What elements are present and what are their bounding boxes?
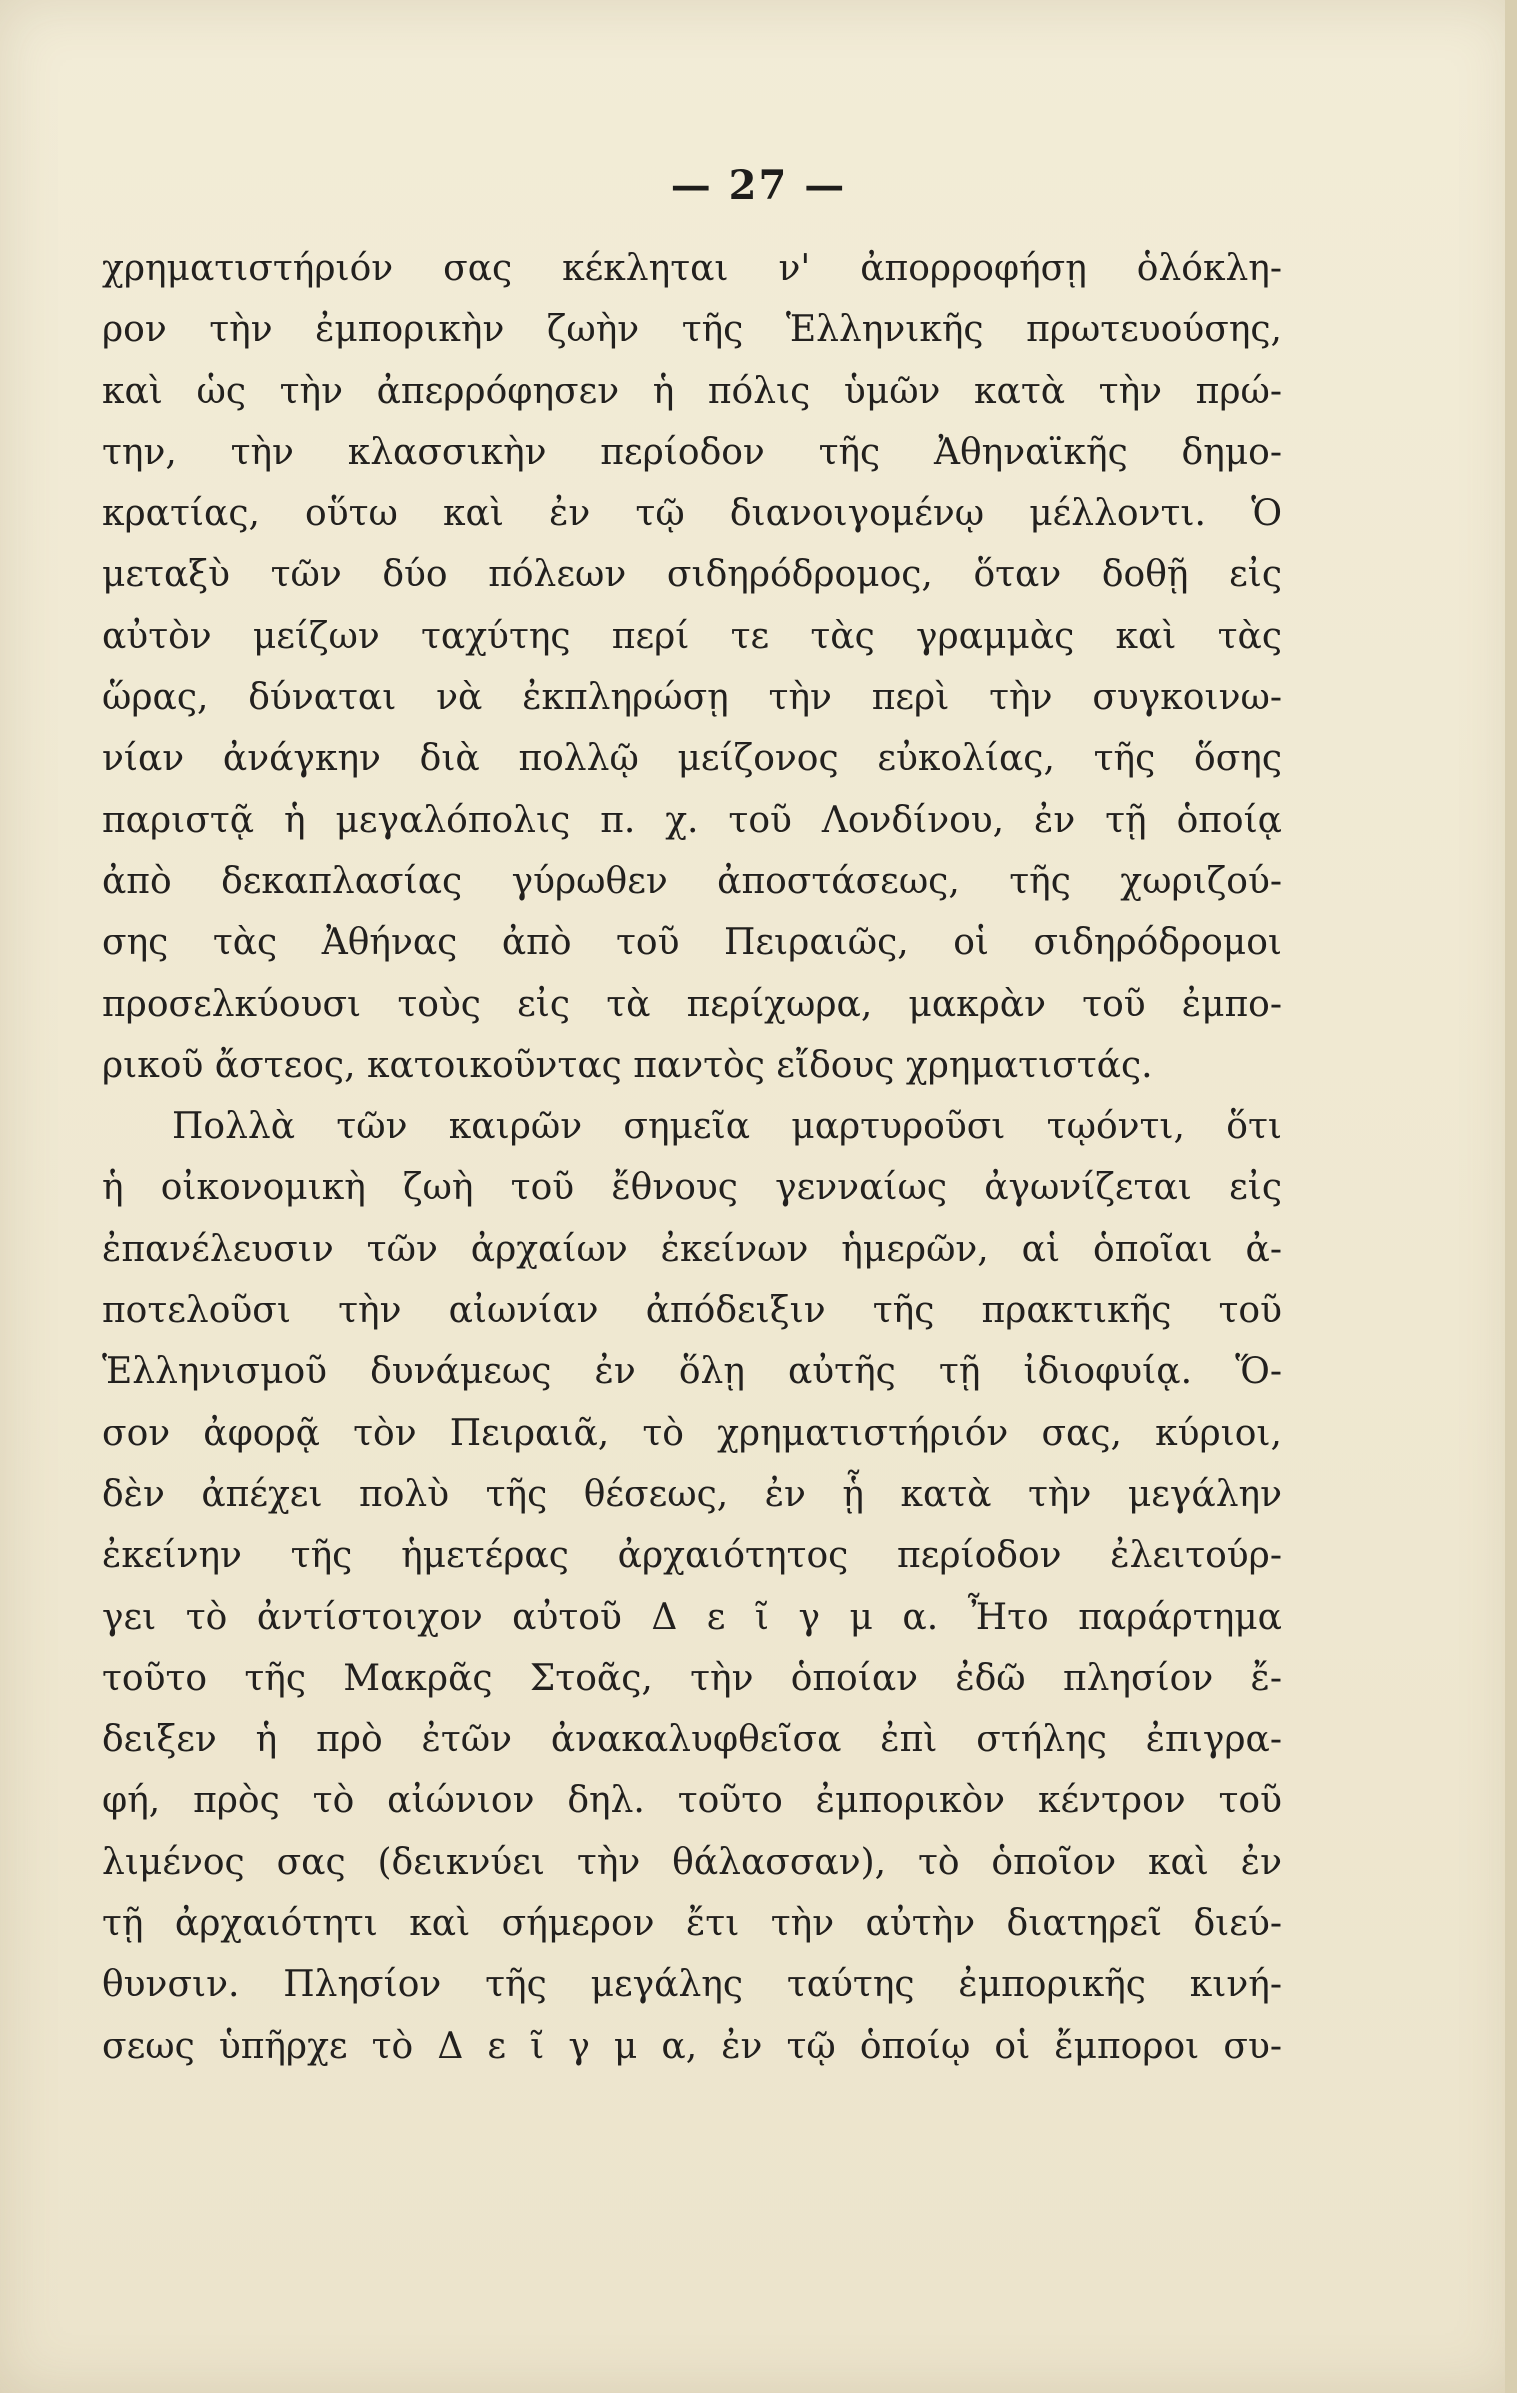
text-line-2: ρον τὴν ἐμπορικὴν ζωὴν τῆς Ἑλληνικῆς πρωτευούσης, xyxy=(102,309,1282,351)
text-line-26: φή, πρὸς τὸ αἰώνιον δηλ. τοῦτο ἐμπορικὸν κέντρον τοῦ xyxy=(102,1780,1282,1822)
text-line-12: σης τὰς Ἀθήνας ἀπὸ τοῦ Πειραιῶς, οἱ σιδηρόδρομοι xyxy=(102,922,1282,964)
text-line-4: την, τὴν κλασσικὴν περίοδον τῆς Ἀθηναϊκῆς δημο- xyxy=(102,431,1282,473)
text-line-28: τῇ ἀρχαιότητι καὶ σήμερον ἔτι τὴν αὐτὴν διατηρεῖ διεύ- xyxy=(102,1903,1282,1945)
text-line-30: σεως ὑπῆρχε τὸ Δ ε ῖ γ μ α, ἐν τῷ ὁποίῳ οἱ ἔμποροι συ- xyxy=(102,2025,1282,2067)
text-line-20: σον ἀφορᾷ τὸν Πειραιᾶ, τὸ χρηματιστήριόν σας, κύριοι, xyxy=(102,1412,1282,1454)
text-line-18: ποτελοῦσι τὴν αἰωνίαν ἀπόδειξιν τῆς πρακτικῆς τοῦ xyxy=(102,1290,1282,1332)
text-line-1: χρηματιστήριόν σας κέκληται ν' ἀπορροφήσῃ ὁλόκλη- xyxy=(102,248,1282,289)
text-line-24: τοῦτο τῆς Μακρᾶς Στοᾶς, τὴν ὁποίαν ἐδῶ πλησίον ἔ- xyxy=(102,1657,1282,1699)
text-line-16: ἡ οἰκονομικὴ ζωὴ τοῦ ἔθνους γενναίως ἀγωνίζεται εἰς xyxy=(102,1167,1282,1209)
text-line-14: ρικοῦ ἄστεος, κατοικοῦντας παντὸς εἴδους χρηματιστάς. xyxy=(102,1044,1153,1086)
page-edge xyxy=(1505,0,1517,2393)
text-line-25: δειξεν ἡ πρὸ ἐτῶν ἀνακαλυφθεῖσα ἐπὶ στήλης ἐπιγρα- xyxy=(102,1719,1282,1761)
text-line-7: αὐτὸν μείζων ταχύτης περί τε τὰς γραμμὰς καὶ τὰς xyxy=(102,615,1282,657)
text-line-8: ὥρας, δύναται νὰ ἐκπληρώσῃ τὴν περὶ τὴν συγκοινω- xyxy=(102,677,1282,719)
text-line-27: λιμένος σας (δεικνύει τὴν θάλασσαν), τὸ ὁποῖον καὶ ἐν xyxy=(102,1841,1282,1883)
text-line-23: γει τὸ ἀντίστοιχον αὐτοῦ Δ ε ῖ γ μ α. Ἦτο παράρτημα xyxy=(102,1596,1282,1638)
text-line-17: ἐπανέλευσιν τῶν ἀρχαίων ἐκείνων ἡμερῶν, αἱ ὁποῖαι ἀ- xyxy=(102,1228,1282,1270)
text-line-10: παριστᾷ ἡ μεγαλόπολις π. χ. τοῦ Λονδίνου, ἐν τῇ ὁποίᾳ xyxy=(102,799,1282,841)
text-line-9: νίαν ἀνάγκην διὰ πολλῷ μείζονος εὐκολίας, τῆς ὅσης xyxy=(102,738,1282,780)
text-line-15: Πολλὰ τῶν καιρῶν σημεῖα μαρτυροῦσι τῳόντι, ὅτι xyxy=(172,1106,1282,1148)
text-line-21: δὲν ἀπέχει πολὺ τῆς θέσεως, ἐν ᾗ κατὰ τὴν μεγάλην xyxy=(102,1473,1282,1515)
text-line-29: θυνσιν. Πλησίον τῆς μεγάλης ταύτης ἐμπορικῆς κινή- xyxy=(102,1964,1282,2006)
page-number: — 27 — xyxy=(670,162,847,209)
text-line-13: προσελκύουσι τοὺς εἰς τὰ περίχωρα, μακρὰν τοῦ ἐμπο- xyxy=(102,983,1282,1025)
text-line-22: ἐκείνην τῆς ἡμετέρας ἀρχαιότητος περίοδον ἐλειτούρ- xyxy=(102,1535,1282,1577)
text-line-6: μεταξὺ τῶν δύο πόλεων σιδηρόδρομος, ὅταν δοθῇ εἰς xyxy=(102,554,1282,596)
text-line-19: Ἑλληνισμοῦ δυνάμεως ἐν ὅλῃ αὐτῆς τῇ ἰδιοφυίᾳ. Ὅ- xyxy=(102,1351,1282,1393)
text-line-5: κρατίας, οὕτω καὶ ἐν τῷ διανοιγομένῳ μέλλοντι. Ὁ xyxy=(102,493,1282,535)
text-line-3: καὶ ὡς τὴν ἀπερρόφησεν ἡ πόλις ὑμῶν κατὰ τὴν πρώ- xyxy=(102,370,1282,412)
body-text xyxy=(102,238,1282,2077)
text-line-11: ἀπὸ δεκαπλασίας γύρωθεν ἀποστάσεως, τῆς χωριζού- xyxy=(102,860,1282,902)
